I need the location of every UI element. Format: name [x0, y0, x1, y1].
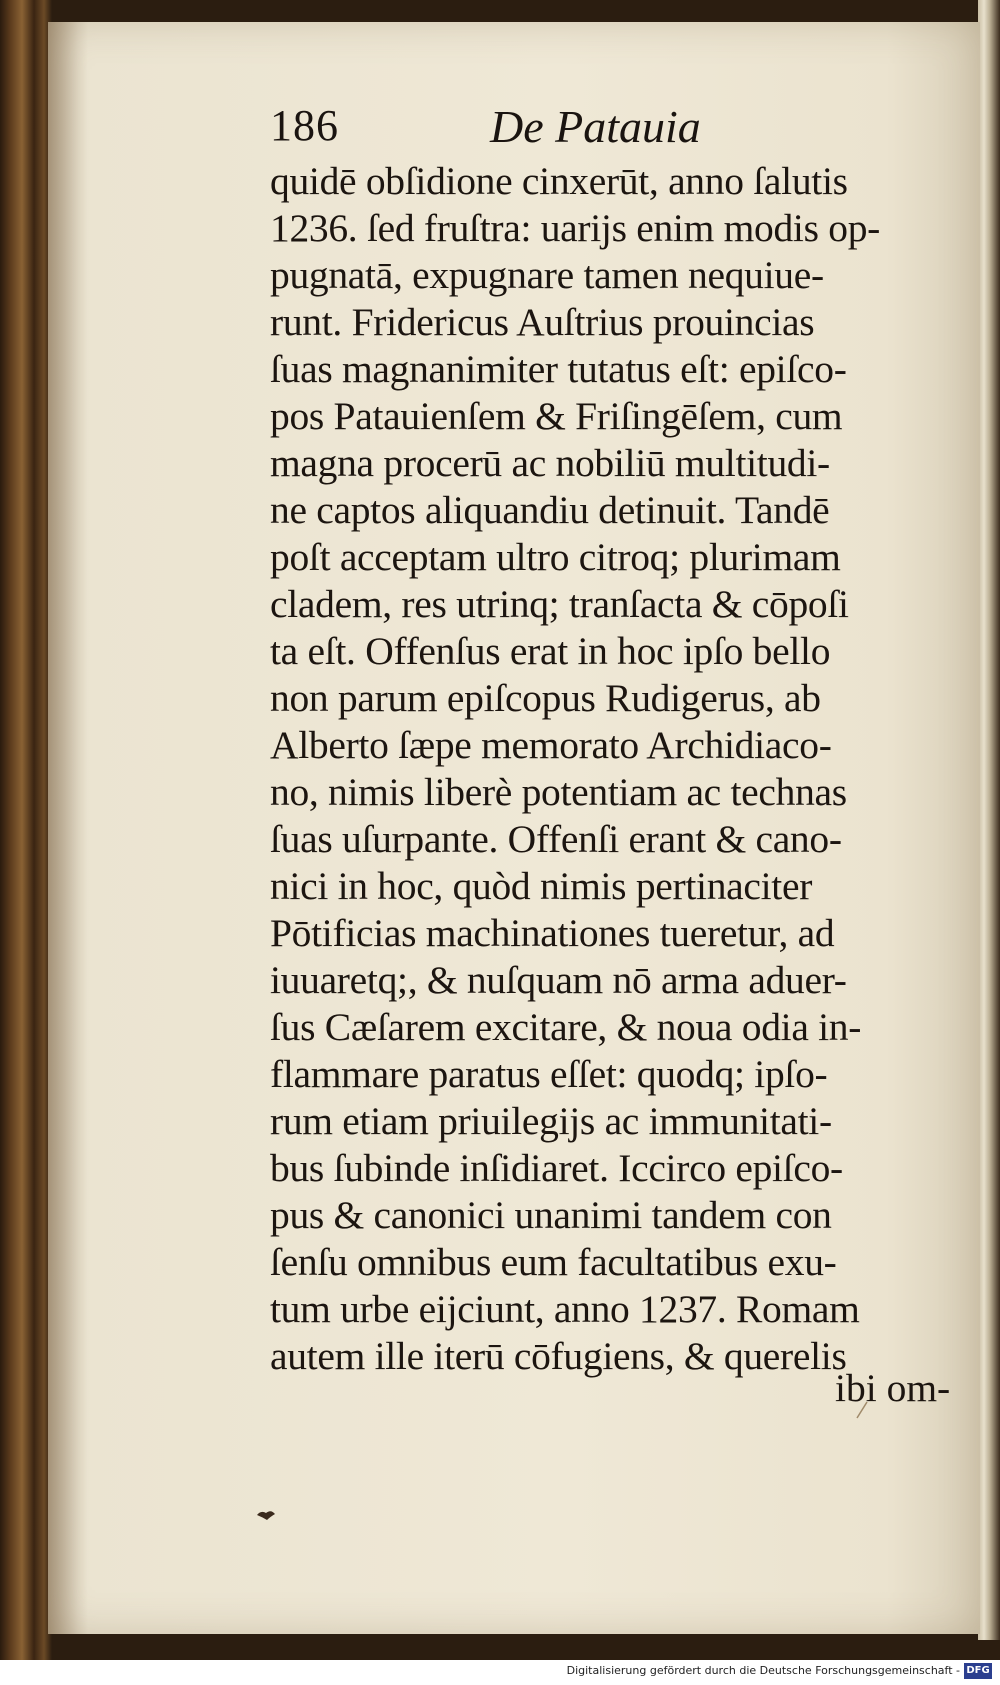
text-line: autem ille iterū cōfugiens, & querelis [270, 1334, 847, 1378]
pencil-mark-icon [855, 1400, 869, 1420]
text-line: iuuaretq;, & nuſquam nō arma aduer- [270, 958, 847, 1002]
text-line: Alberto ſæpe memorato Archidiaco- [270, 723, 832, 767]
text-line: quidē obſidione cinxerūt, anno ſalutis [270, 159, 848, 203]
text-line: ſuas magnanimiter tutatus eſt: epiſco- [270, 347, 847, 391]
text-line: tum urbe eijciunt, anno 1237. Romam [270, 1287, 860, 1331]
text-line: ſenſu omnibus eum facultatibus exu- [270, 1240, 837, 1284]
body-text [270, 158, 930, 1380]
footer-credit: Digitalisierung gefördert durch die Deutsche Forschungsgemeinschaft - [566, 1664, 960, 1677]
text-line: ſuas uſurpante. Offenſi erant & cano- [270, 817, 842, 861]
footer-bar [0, 1660, 1000, 1685]
page-header [270, 100, 930, 160]
ink-blot-icon [255, 1508, 277, 1522]
text-line: no, nimis liberè potentiam ac technas [270, 770, 847, 814]
text-line: non parum epiſcopus Rudigerus, ab [270, 676, 821, 720]
text-line: magna procerū ac nobiliū multitudi- [270, 441, 830, 485]
text-line: pugnatā, expugnare tamen nequiue- [270, 253, 824, 297]
text-line: ta eſt. Offenſus erat in hoc ipſo bello [270, 629, 831, 673]
text-line: pus & canonici unanimi tandem con [270, 1193, 832, 1237]
text-line: flammare paratus eſſet: quodq; ipſo- [270, 1052, 828, 1096]
page-number: 186 [270, 101, 339, 150]
text-line: poſt acceptam ultro citroq; plurimam [270, 535, 841, 579]
text-line: rum etiam priuilegijs ac immunitati- [270, 1099, 832, 1143]
text-line: runt. Fridericus Auſtrius prouincias [270, 300, 815, 344]
gutter-shadow [48, 22, 88, 1634]
text-line: pos Patauienſem & Friſingēſem, cum [270, 394, 843, 438]
text-line: cladem, res utrinq; tranſacta & cōpoſi [270, 582, 849, 626]
text-line: Pōtificias machinationes tueretur, ad [270, 911, 835, 955]
text-line: 1236. ſed fruſtra: uarijs enim modis op- [270, 206, 881, 250]
text-line: bus ſubinde inſidiaret. Iccirco epiſco- [270, 1146, 843, 1190]
dfg-logo: DFG [964, 1663, 992, 1679]
text-line: ſus Cæſarem excitare, & noua odia in- [270, 1005, 862, 1049]
catchword: ibi om- [835, 1366, 951, 1410]
running-title: De Patauia [490, 101, 701, 152]
page-edges [978, 0, 1000, 1640]
text-line: ne captos aliquandiu detinuit. Tandē [270, 488, 830, 532]
text-line: nici in hoc, quòd nimis pertinaciter [270, 864, 813, 908]
